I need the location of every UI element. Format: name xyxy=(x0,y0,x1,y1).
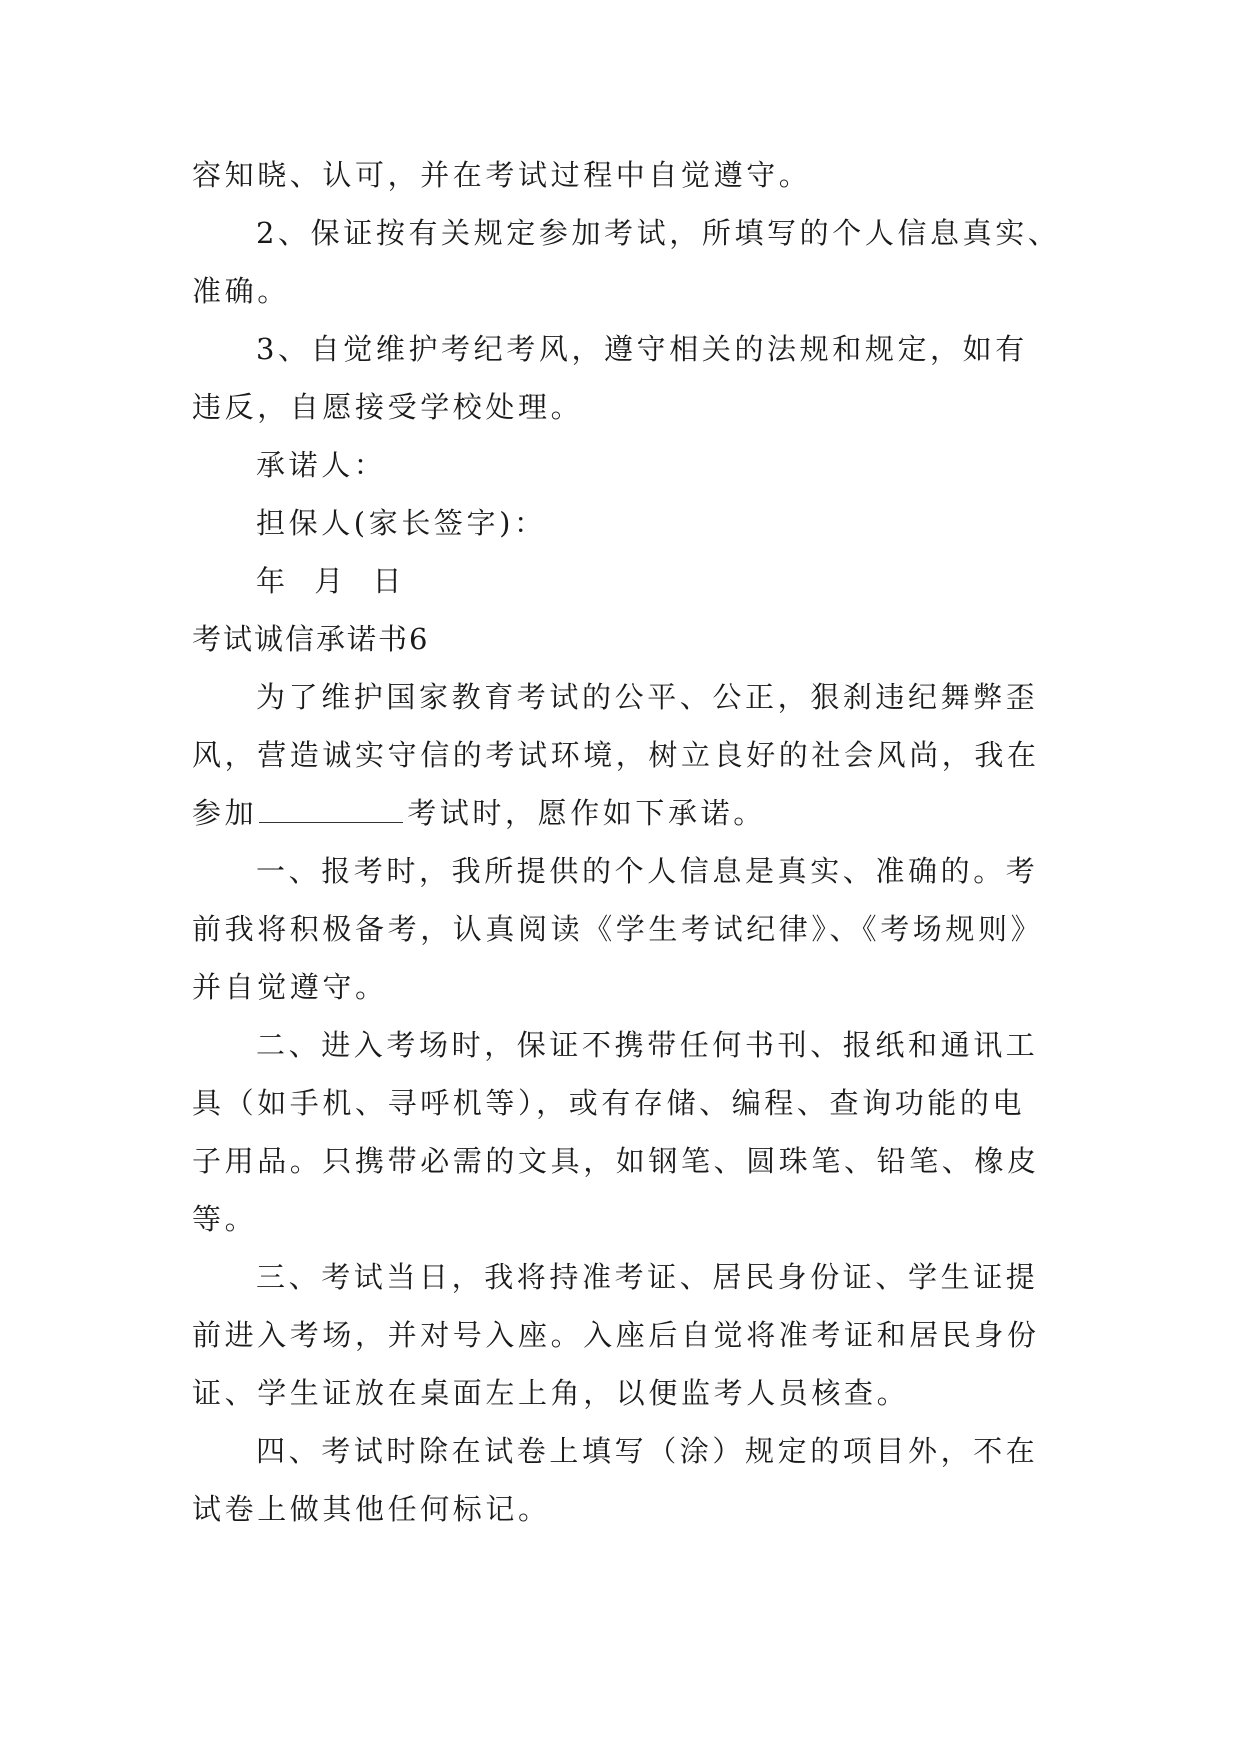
text-line: 准确。 xyxy=(192,274,290,308)
text-line: 证、学生证放在桌面左上角，以便监考人员核查。 xyxy=(192,1376,910,1410)
text-fragment: 考试时，愿作如下承诺。 xyxy=(407,796,766,830)
text-line: 试卷上做其他任何标记。 xyxy=(192,1492,551,1526)
text-line: 子用品。只携带必需的文具，如钢笔、圆珠笔、铅笔、橡皮 xyxy=(192,1144,1040,1178)
text-line: 一、报考时，我所提供的个人信息是真实、准确的。考 xyxy=(256,854,1039,888)
text-line: 3、自觉维护考纪考风，遵守相关的法规和规定，如有 xyxy=(256,332,1028,366)
text-line: 前进入考场，并对号入座。入座后自觉将准考证和居民身份 xyxy=(192,1318,1040,1352)
text-line: 风，营造诚实守信的考试环境，树立良好的社会风尚，我在 xyxy=(192,738,1040,772)
signature-guarantor-label: 担保人(家长签字)： xyxy=(256,506,547,540)
text-line: 等。 xyxy=(192,1202,258,1236)
text-line: 前我将积极备考，认真阅读《学生考试纪律》、《考场规则》 xyxy=(192,912,1044,946)
text-line: 违反，自愿接受学校处理。 xyxy=(192,390,584,424)
text-line: 四、考试时除在试卷上填写（涂）规定的项目外，不在 xyxy=(256,1434,1039,1468)
text-line: 2、保证按有关规定参加考试，所填写的个人信息真实、 xyxy=(256,216,1061,250)
text-line: 为了维护国家教育考试的公平、公正，狠刹违纪舞弊歪 xyxy=(256,680,1039,714)
section-title: 考试诚信承诺书6 xyxy=(192,622,430,656)
text-line: 并自觉遵守。 xyxy=(192,970,388,1004)
text-line: 三、考试当日，我将持准考证、居民身份证、学生证提 xyxy=(256,1260,1039,1294)
text-fragment: 参加 xyxy=(192,796,258,830)
text-line: 二、进入考场时，保证不携带任何书刊、报纸和通讯工 xyxy=(256,1028,1039,1062)
document-body xyxy=(192,160,1072,1552)
signature-promiser-label: 承诺人： xyxy=(256,448,387,482)
text-line-with-blank xyxy=(192,798,1072,828)
text-line: 容知晓、认可，并在考试过程中自觉遵守。 xyxy=(192,158,812,192)
fill-in-blank xyxy=(259,798,403,823)
date-label: 年 月 日 xyxy=(256,564,406,598)
text-line: 具（如手机、寻呼机等），或有存储、编程、查询功能的电 xyxy=(192,1086,1026,1120)
